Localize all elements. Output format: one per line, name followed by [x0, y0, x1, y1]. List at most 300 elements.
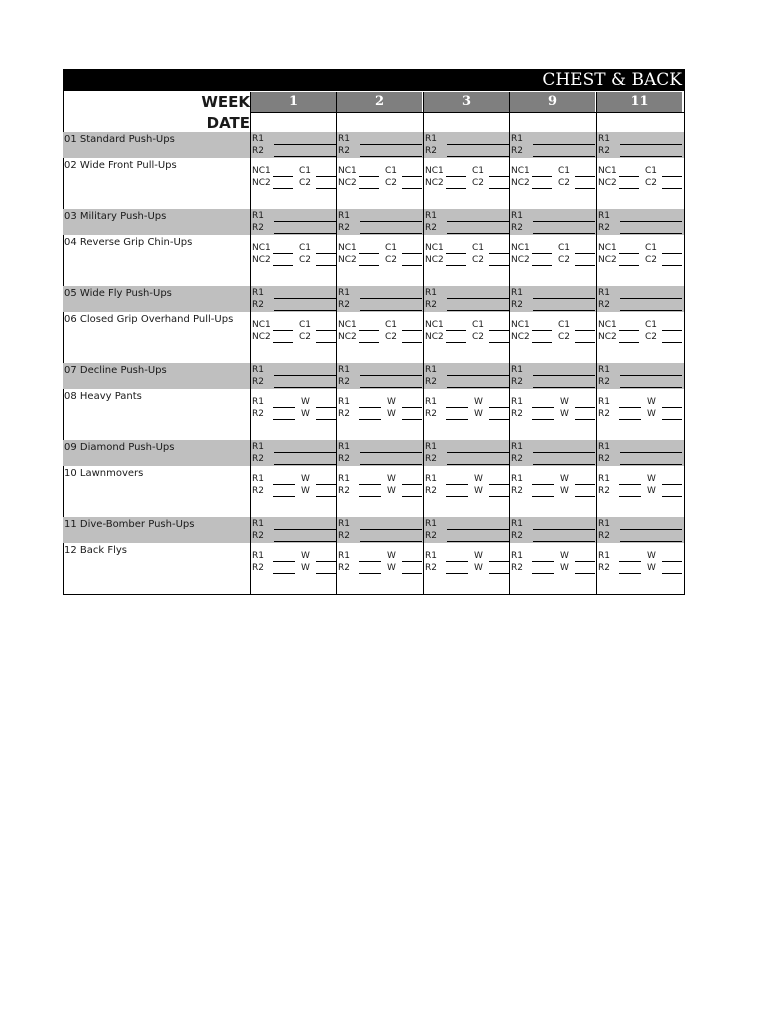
weight1-entry-line[interactable] — [316, 484, 336, 485]
nc2-entry-line[interactable] — [273, 265, 293, 266]
nc2-entry-line[interactable] — [532, 342, 552, 343]
c2-entry-line[interactable] — [402, 342, 422, 343]
r1-label: R1 — [511, 551, 523, 561]
date-field-week-1[interactable] — [251, 113, 336, 132]
c1-entry-line[interactable] — [662, 330, 682, 331]
r2-entry-line[interactable] — [532, 496, 554, 497]
weight1-entry-line[interactable] — [575, 561, 595, 562]
r2-entry-line[interactable] — [447, 464, 509, 465]
r1-entry-line[interactable] — [360, 144, 422, 145]
r1-entry-line[interactable] — [273, 407, 295, 408]
r1-entry-line[interactable] — [620, 221, 682, 222]
c1-label: C1 — [645, 243, 658, 253]
r2-entry-line[interactable] — [533, 541, 595, 542]
r2-entry-line[interactable] — [620, 156, 682, 157]
r1-label: R1 — [425, 551, 437, 561]
weight-label: W — [474, 486, 483, 496]
weight2-entry-line[interactable] — [316, 496, 336, 497]
r2-entry-line[interactable] — [274, 464, 336, 465]
c2-entry-line[interactable] — [575, 265, 595, 266]
r2-entry-line[interactable] — [274, 233, 336, 234]
r2-entry-line[interactable] — [446, 496, 468, 497]
nc2-entry-line[interactable] — [619, 265, 639, 266]
c2-entry-line[interactable] — [575, 188, 595, 189]
sheet-title: CHEST & BACK — [542, 70, 682, 90]
r1-entry-line[interactable] — [533, 144, 595, 145]
nc2-label: NC2 — [338, 255, 357, 265]
r2-entry-line[interactable] — [619, 573, 641, 574]
weight1-entry-line[interactable] — [316, 561, 336, 562]
r1-label: R1 — [425, 519, 437, 529]
r2-label: R2 — [511, 454, 523, 464]
nc2-label: NC2 — [425, 178, 444, 188]
exercise-name: 01 Standard Push-Ups — [64, 134, 175, 145]
r1-label: R1 — [252, 474, 264, 484]
r1-label: R1 — [252, 134, 264, 144]
weight-label: W — [301, 409, 310, 419]
c1-entry-line[interactable] — [662, 253, 682, 254]
nc1-entry-line[interactable] — [359, 176, 379, 177]
c2-entry-line[interactable] — [575, 342, 595, 343]
c1-entry-line[interactable] — [402, 330, 422, 331]
r2-label: R2 — [598, 486, 610, 496]
column-divider — [596, 92, 597, 595]
weight1-entry-line[interactable] — [662, 561, 682, 562]
workout-sheet — [63, 69, 685, 595]
nc1-entry-line[interactable] — [273, 253, 293, 254]
r1-entry-line[interactable] — [447, 375, 509, 376]
r1-label: R1 — [252, 442, 264, 452]
r1-label: R1 — [598, 365, 610, 375]
c2-entry-line[interactable] — [662, 188, 682, 189]
r1-entry-line[interactable] — [273, 561, 295, 562]
c1-label: C1 — [385, 243, 398, 253]
nc2-entry-line[interactable] — [532, 188, 552, 189]
r2-entry-line[interactable] — [533, 464, 595, 465]
r1-label: R1 — [425, 288, 437, 298]
weight-label: W — [387, 397, 396, 407]
weight-label: W — [301, 397, 310, 407]
weight1-entry-line[interactable] — [662, 407, 682, 408]
c1-label: C1 — [645, 166, 658, 176]
exercise-name: 11 Dive-Bomber Push-Ups — [64, 519, 195, 530]
r1-entry-line[interactable] — [447, 452, 509, 453]
exercise-name: 07 Decline Push-Ups — [64, 365, 167, 376]
weight-label: W — [560, 409, 569, 419]
c1-label: C1 — [472, 166, 485, 176]
weight1-entry-line[interactable] — [402, 561, 422, 562]
c2-label: C2 — [385, 178, 398, 188]
nc2-entry-line[interactable] — [273, 342, 293, 343]
date-field-week-9[interactable] — [510, 113, 595, 132]
weight-label: W — [301, 563, 310, 573]
nc2-entry-line[interactable] — [359, 188, 379, 189]
weight2-entry-line[interactable] — [316, 419, 336, 420]
r2-label: R2 — [252, 563, 264, 573]
weight-label: W — [647, 474, 656, 484]
r1-entry-line[interactable] — [359, 407, 381, 408]
column-divider — [509, 92, 510, 595]
c2-entry-line[interactable] — [316, 342, 336, 343]
r2-label: R2 — [338, 146, 350, 156]
r1-entry-line[interactable] — [274, 529, 336, 530]
r2-label: R2 — [598, 409, 610, 419]
weight2-entry-line[interactable] — [489, 573, 509, 574]
r1-label: R1 — [252, 551, 264, 561]
r2-entry-line[interactable] — [359, 419, 381, 420]
week-header-1: 1 — [251, 92, 336, 112]
date-field-week-3[interactable] — [424, 113, 509, 132]
nc1-label: NC1 — [252, 320, 271, 330]
r1-entry-line[interactable] — [620, 298, 682, 299]
c1-entry-line[interactable] — [662, 176, 682, 177]
weight-label: W — [387, 474, 396, 484]
r2-label: R2 — [425, 409, 437, 419]
c2-entry-line[interactable] — [402, 188, 422, 189]
c2-entry-line[interactable] — [316, 188, 336, 189]
r2-label: R2 — [598, 531, 610, 541]
weight1-entry-line[interactable] — [316, 407, 336, 408]
weight-label: W — [560, 474, 569, 484]
nc1-label: NC1 — [252, 243, 271, 253]
nc1-label: NC1 — [425, 243, 444, 253]
r1-entry-line[interactable] — [274, 144, 336, 145]
nc1-entry-line[interactable] — [532, 330, 552, 331]
c1-label: C1 — [299, 243, 312, 253]
c1-entry-line[interactable] — [489, 330, 509, 331]
r2-entry-line[interactable] — [359, 496, 381, 497]
r1-entry-line[interactable] — [620, 452, 682, 453]
r2-label: R2 — [338, 486, 350, 496]
c2-label: C2 — [558, 332, 571, 342]
r2-label: R2 — [338, 223, 350, 233]
nc2-entry-line[interactable] — [446, 342, 466, 343]
c1-entry-line[interactable] — [575, 253, 595, 254]
weight-label: W — [387, 551, 396, 561]
date-label: DATE — [206, 114, 250, 132]
nc2-entry-line[interactable] — [446, 188, 466, 189]
r2-label: R2 — [598, 146, 610, 156]
r2-entry-line[interactable] — [274, 156, 336, 157]
weight2-entry-line[interactable] — [575, 573, 595, 574]
weight1-entry-line[interactable] — [402, 484, 422, 485]
r1-label: R1 — [252, 397, 264, 407]
r2-label: R2 — [338, 454, 350, 464]
r1-entry-line[interactable] — [359, 561, 381, 562]
nc2-label: NC2 — [598, 255, 617, 265]
r2-label: R2 — [425, 223, 437, 233]
r2-entry-line[interactable] — [447, 387, 509, 388]
nc1-entry-line[interactable] — [619, 330, 639, 331]
c2-entry-line[interactable] — [489, 188, 509, 189]
r2-entry-line[interactable] — [360, 464, 422, 465]
c2-entry-line[interactable] — [662, 342, 682, 343]
r2-entry-line[interactable] — [533, 156, 595, 157]
r1-entry-line[interactable] — [533, 298, 595, 299]
r1-entry-line[interactable] — [274, 375, 336, 376]
nc2-label: NC2 — [598, 332, 617, 342]
r1-label: R1 — [425, 397, 437, 407]
r1-label: R1 — [338, 288, 350, 298]
c1-entry-line[interactable] — [316, 330, 336, 331]
c2-label: C2 — [645, 178, 658, 188]
r1-label: R1 — [598, 211, 610, 221]
r1-entry-line[interactable] — [533, 529, 595, 530]
r1-label: R1 — [511, 134, 523, 144]
r1-entry-line[interactable] — [446, 407, 468, 408]
nc1-entry-line[interactable] — [273, 330, 293, 331]
r1-entry-line[interactable] — [620, 375, 682, 376]
c2-label: C2 — [472, 178, 485, 188]
r2-entry-line[interactable] — [533, 310, 595, 311]
weight-label: W — [474, 563, 483, 573]
c2-entry-line[interactable] — [316, 265, 336, 266]
r2-entry-line[interactable] — [532, 419, 554, 420]
week-header-2: 2 — [337, 92, 422, 112]
r2-entry-line[interactable] — [620, 387, 682, 388]
r1-entry-line[interactable] — [532, 407, 554, 408]
r1-entry-line[interactable] — [359, 484, 381, 485]
weight-label: W — [560, 551, 569, 561]
nc1-label: NC1 — [511, 320, 530, 330]
r1-entry-line[interactable] — [360, 452, 422, 453]
r1-label: R1 — [598, 474, 610, 484]
title-bar — [63, 69, 685, 91]
r2-label: R2 — [511, 486, 523, 496]
nc1-entry-line[interactable] — [532, 253, 552, 254]
nc1-entry-line[interactable] — [446, 253, 466, 254]
weight1-entry-line[interactable] — [489, 561, 509, 562]
nc1-entry-line[interactable] — [359, 253, 379, 254]
r1-entry-line[interactable] — [533, 221, 595, 222]
nc2-entry-line[interactable] — [619, 188, 639, 189]
r1-entry-line[interactable] — [532, 561, 554, 562]
c2-label: C2 — [299, 332, 312, 342]
r2-entry-line[interactable] — [360, 310, 422, 311]
r2-entry-line[interactable] — [447, 156, 509, 157]
nc1-entry-line[interactable] — [446, 176, 466, 177]
r2-entry-line[interactable] — [447, 541, 509, 542]
nc1-label: NC1 — [338, 320, 357, 330]
weight-label: W — [647, 486, 656, 496]
r1-entry-line[interactable] — [274, 221, 336, 222]
r1-label: R1 — [338, 551, 350, 561]
c2-label: C2 — [299, 178, 312, 188]
r2-label: R2 — [511, 409, 523, 419]
r1-label: R1 — [252, 288, 264, 298]
r1-label: R1 — [338, 211, 350, 221]
r2-label: R2 — [598, 454, 610, 464]
nc2-entry-line[interactable] — [446, 265, 466, 266]
r1-label: R1 — [338, 134, 350, 144]
c1-entry-line[interactable] — [489, 253, 509, 254]
r2-label: R2 — [425, 377, 437, 387]
c2-entry-line[interactable] — [489, 265, 509, 266]
r2-entry-line[interactable] — [360, 156, 422, 157]
exercise-name: 08 Heavy Pants — [64, 391, 142, 402]
weight2-entry-line[interactable] — [489, 419, 509, 420]
r2-entry-line[interactable] — [360, 387, 422, 388]
weight1-entry-line[interactable] — [575, 484, 595, 485]
c1-entry-line[interactable] — [316, 176, 336, 177]
r2-entry-line[interactable] — [446, 573, 468, 574]
r1-entry-line[interactable] — [447, 529, 509, 530]
nc1-entry-line[interactable] — [359, 330, 379, 331]
r2-entry-line[interactable] — [359, 573, 381, 574]
nc1-label: NC1 — [598, 243, 617, 253]
c2-entry-line[interactable] — [402, 265, 422, 266]
weight-label: W — [301, 474, 310, 484]
r2-entry-line[interactable] — [620, 464, 682, 465]
r2-entry-line[interactable] — [447, 233, 509, 234]
r1-label: R1 — [598, 288, 610, 298]
weight2-entry-line[interactable] — [489, 496, 509, 497]
weight2-entry-line[interactable] — [575, 419, 595, 420]
nc2-entry-line[interactable] — [273, 188, 293, 189]
c1-entry-line[interactable] — [402, 253, 422, 254]
weight2-entry-line[interactable] — [402, 419, 422, 420]
r1-entry-line[interactable] — [620, 529, 682, 530]
r1-entry-line[interactable] — [273, 484, 295, 485]
weight-label: W — [560, 486, 569, 496]
r2-entry-line[interactable] — [274, 387, 336, 388]
column-divider — [423, 92, 424, 595]
nc2-entry-line[interactable] — [532, 265, 552, 266]
r2-entry-line[interactable] — [533, 233, 595, 234]
weight2-entry-line[interactable] — [575, 496, 595, 497]
r2-entry-line[interactable] — [533, 387, 595, 388]
c1-label: C1 — [558, 243, 571, 253]
r2-entry-line[interactable] — [274, 541, 336, 542]
r1-entry-line[interactable] — [533, 452, 595, 453]
c1-label: C1 — [558, 320, 571, 330]
nc2-entry-line[interactable] — [359, 265, 379, 266]
date-field-week-2[interactable] — [337, 113, 422, 132]
r1-entry-line[interactable] — [274, 298, 336, 299]
weight1-entry-line[interactable] — [489, 407, 509, 408]
nc2-label: NC2 — [338, 332, 357, 342]
weight-label: W — [647, 563, 656, 573]
nc1-label: NC1 — [425, 320, 444, 330]
r2-entry-line[interactable] — [620, 541, 682, 542]
r1-entry-line[interactable] — [360, 529, 422, 530]
c1-label: C1 — [558, 166, 571, 176]
r2-entry-line[interactable] — [360, 233, 422, 234]
nc1-entry-line[interactable] — [273, 176, 293, 177]
r1-entry-line[interactable] — [532, 484, 554, 485]
r2-entry-line[interactable] — [619, 419, 641, 420]
nc2-entry-line[interactable] — [359, 342, 379, 343]
nc2-label: NC2 — [598, 178, 617, 188]
r2-entry-line[interactable] — [620, 310, 682, 311]
r1-label: R1 — [511, 288, 523, 298]
weight1-entry-line[interactable] — [402, 407, 422, 408]
r2-entry-line[interactable] — [273, 573, 295, 574]
r2-entry-line[interactable] — [446, 419, 468, 420]
c1-entry-line[interactable] — [316, 253, 336, 254]
r1-entry-line[interactable] — [446, 561, 468, 562]
r1-label: R1 — [338, 397, 350, 407]
weight2-entry-line[interactable] — [316, 573, 336, 574]
nc1-label: NC1 — [252, 166, 271, 176]
weight1-entry-line[interactable] — [575, 407, 595, 408]
r1-entry-line[interactable] — [360, 221, 422, 222]
r2-label: R2 — [252, 146, 264, 156]
nc1-entry-line[interactable] — [619, 253, 639, 254]
c1-entry-line[interactable] — [489, 176, 509, 177]
r2-entry-line[interactable] — [620, 233, 682, 234]
c2-label: C2 — [558, 178, 571, 188]
r2-entry-line[interactable] — [447, 310, 509, 311]
r2-label: R2 — [598, 563, 610, 573]
nc2-label: NC2 — [252, 255, 271, 265]
r2-entry-line[interactable] — [619, 496, 641, 497]
weight1-entry-line[interactable] — [662, 484, 682, 485]
weight2-entry-line[interactable] — [402, 573, 422, 574]
weight2-entry-line[interactable] — [662, 573, 682, 574]
r1-entry-line[interactable] — [447, 221, 509, 222]
r2-entry-line[interactable] — [532, 573, 554, 574]
r2-entry-line[interactable] — [273, 419, 295, 420]
nc1-entry-line[interactable] — [446, 330, 466, 331]
c1-entry-line[interactable] — [575, 330, 595, 331]
r2-entry-line[interactable] — [360, 541, 422, 542]
weight2-entry-line[interactable] — [662, 496, 682, 497]
exercise-name: 04 Reverse Grip Chin-Ups — [64, 237, 193, 248]
r2-label: R2 — [425, 300, 437, 310]
date-field-week-11[interactable] — [597, 113, 682, 132]
r1-entry-line[interactable] — [619, 561, 641, 562]
r1-entry-line[interactable] — [360, 298, 422, 299]
weight2-entry-line[interactable] — [662, 419, 682, 420]
r2-entry-line[interactable] — [274, 310, 336, 311]
r1-entry-line[interactable] — [619, 484, 641, 485]
exercise-name: 12 Back Flys — [64, 545, 128, 556]
exercise-name: 03 Military Push-Ups — [64, 211, 167, 222]
c1-entry-line[interactable] — [402, 176, 422, 177]
c1-label: C1 — [472, 320, 485, 330]
r1-entry-line[interactable] — [360, 375, 422, 376]
exercise-name: 05 Wide Fly Push-Ups — [64, 288, 172, 299]
r1-entry-line[interactable] — [619, 407, 641, 408]
r2-entry-line[interactable] — [273, 496, 295, 497]
r2-label: R2 — [511, 531, 523, 541]
weight2-entry-line[interactable] — [402, 496, 422, 497]
r1-entry-line[interactable] — [620, 144, 682, 145]
r1-label: R1 — [338, 365, 350, 375]
c2-entry-line[interactable] — [489, 342, 509, 343]
weight-label: W — [301, 551, 310, 561]
weight-label: W — [560, 397, 569, 407]
weight1-entry-line[interactable] — [489, 484, 509, 485]
nc1-entry-line[interactable] — [532, 176, 552, 177]
nc2-label: NC2 — [425, 332, 444, 342]
r1-entry-line[interactable] — [274, 452, 336, 453]
weight-label: W — [474, 409, 483, 419]
r1-entry-line[interactable] — [446, 484, 468, 485]
nc1-entry-line[interactable] — [619, 176, 639, 177]
c1-entry-line[interactable] — [575, 176, 595, 177]
nc2-entry-line[interactable] — [619, 342, 639, 343]
r1-label: R1 — [511, 474, 523, 484]
weight-label: W — [474, 474, 483, 484]
r1-entry-line[interactable] — [447, 298, 509, 299]
c2-entry-line[interactable] — [662, 265, 682, 266]
r1-label: R1 — [425, 365, 437, 375]
r1-entry-line[interactable] — [447, 144, 509, 145]
r2-label: R2 — [598, 300, 610, 310]
r1-entry-line[interactable] — [533, 375, 595, 376]
